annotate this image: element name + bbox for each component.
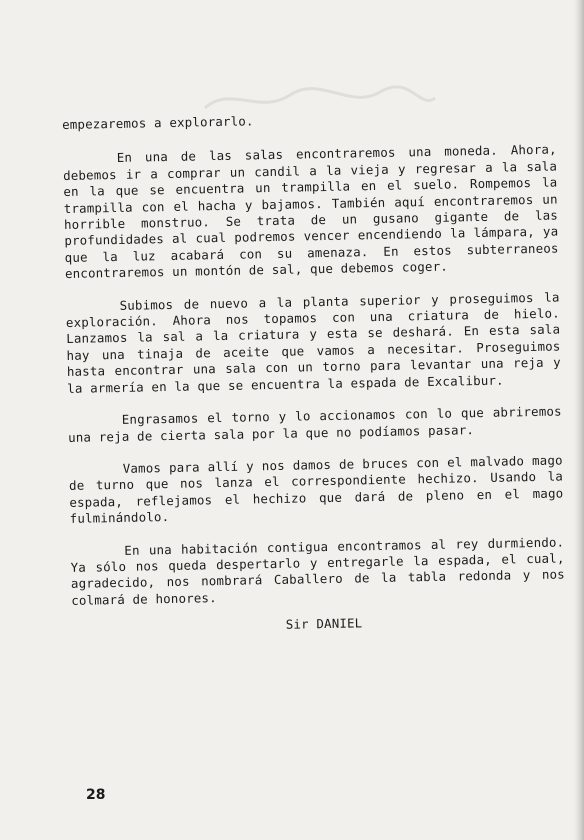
paragraph-criatura-hielo: Subimos de nuevo a la planta superior y proseguimos la exploración. Ahora nos topamos con una criatura de hielo. Lanzamos la sal a la criatura y esta se deshará. En esta sala hay una tinaja de aceite que vamos a necesitar. Proseguimos hasta encontrar una sala con un torno para levantar una reja y la armería en la que se encuentra la espada de Excalibur. [65, 289, 561, 396]
article-text [62, 108, 566, 638]
page-number: 28 [86, 787, 106, 803]
paragraph-moneda: En una de las salas encontraremos una moneda. Ahora, debemos ir a comprar un candil a la vieja y regresar a la sala en la que se encuentra un trampilla en el suelo. Rompemos la trampilla con el hacha y bajamos. También aquí encontraremos un horrible monstruo. Se trata de un gusano gigante de las profundidades al cual podremos vencer encendiendo la lámpara, ya que la luz acabará con su amenaza. En estos subterraneos encontraremos un montón de sal, que debemos coger. [62, 141, 559, 282]
page-edge-shadow [574, 0, 584, 840]
paragraph-torno: Engrasamos el torno y lo accionamos con lo que abriremos una reja de cierta sala por la que no podíamos pasar. [67, 403, 562, 445]
paragraph-rey: En una habitación contigua encontramos al rey durmiendo. Ya sólo nos queda despertarlo y entregarle la espada, el cual, agradecido, nos nombrará Caballero de la tabla redonda y nos colmará de honores. [70, 533, 566, 608]
paragraph-mago: Vamos para allí y nos damos de bruces con el malvado mago de turno que nos lanza el correspondiente hechizo. Usando la espada, reflejamos el hechizo que dará de pleno en el mago fulminándolo. [68, 452, 564, 527]
author-signature: Sir DANIEL [285, 615, 363, 632]
paragraph-continuation: empezaremos a explorarlo. [62, 113, 254, 132]
